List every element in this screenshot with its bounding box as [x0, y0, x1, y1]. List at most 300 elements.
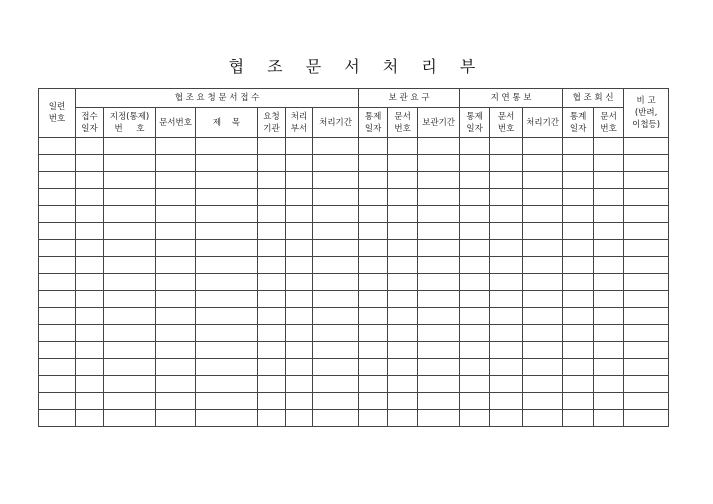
table-cell[interactable]: [594, 342, 624, 359]
table-cell[interactable]: [594, 172, 624, 189]
table-cell[interactable]: [388, 291, 418, 308]
table-cell[interactable]: [460, 410, 490, 427]
table-cell[interactable]: [39, 206, 76, 223]
table-cell[interactable]: [388, 308, 418, 325]
table-cell[interactable]: [196, 138, 258, 155]
table-cell[interactable]: [104, 308, 156, 325]
table-cell[interactable]: [563, 274, 594, 291]
table-cell[interactable]: [388, 274, 418, 291]
table-cell[interactable]: [313, 325, 359, 342]
table-cell[interactable]: [76, 308, 104, 325]
table-cell[interactable]: [286, 291, 313, 308]
table-cell[interactable]: [523, 257, 563, 274]
table-cell[interactable]: [286, 206, 313, 223]
table-cell[interactable]: [418, 325, 460, 342]
table-cell[interactable]: [624, 342, 669, 359]
table-cell[interactable]: [313, 138, 359, 155]
table-cell[interactable]: [359, 257, 388, 274]
table-cell[interactable]: [563, 342, 594, 359]
reply-notice-date-line1: 통계: [569, 111, 587, 122]
table-cell[interactable]: [313, 223, 359, 240]
table-cell[interactable]: [156, 308, 196, 325]
table-cell[interactable]: [563, 172, 594, 189]
table-cell[interactable]: [460, 189, 490, 206]
table-cell[interactable]: [388, 410, 418, 427]
table-cell[interactable]: [39, 189, 76, 206]
table-cell[interactable]: [156, 155, 196, 172]
table-cell[interactable]: [490, 376, 523, 393]
table-cell[interactable]: [286, 257, 313, 274]
table-cell[interactable]: [156, 240, 196, 257]
table-cell[interactable]: [76, 393, 104, 410]
table-cell[interactable]: [594, 291, 624, 308]
table-cell[interactable]: [39, 342, 76, 359]
table-cell[interactable]: [563, 410, 594, 427]
table-cell[interactable]: [359, 359, 388, 376]
table-cell[interactable]: [359, 410, 388, 427]
table-cell[interactable]: [594, 240, 624, 257]
table-cell[interactable]: [460, 206, 490, 223]
table-cell[interactable]: [563, 291, 594, 308]
table-cell[interactable]: [196, 359, 258, 376]
table-cell[interactable]: [624, 223, 669, 240]
table-cell[interactable]: [490, 325, 523, 342]
table-cell[interactable]: [76, 138, 104, 155]
table-cell[interactable]: [490, 138, 523, 155]
table-cell[interactable]: [359, 172, 388, 189]
table-row: [39, 240, 669, 257]
table-cell[interactable]: [418, 393, 460, 410]
table-cell[interactable]: [460, 393, 490, 410]
table-cell[interactable]: [418, 155, 460, 172]
table-cell[interactable]: [76, 189, 104, 206]
table-cell[interactable]: [313, 410, 359, 427]
table-cell[interactable]: [196, 206, 258, 223]
table-cell[interactable]: [523, 291, 563, 308]
table-cell[interactable]: [624, 155, 669, 172]
table-cell[interactable]: [594, 274, 624, 291]
table-cell[interactable]: [104, 325, 156, 342]
table-cell[interactable]: [418, 240, 460, 257]
table-cell[interactable]: [196, 172, 258, 189]
table-cell[interactable]: [313, 240, 359, 257]
table-cell[interactable]: [156, 172, 196, 189]
table-cell[interactable]: [104, 257, 156, 274]
table-cell[interactable]: [563, 155, 594, 172]
table-cell[interactable]: [490, 308, 523, 325]
table-cell[interactable]: [460, 376, 490, 393]
table-cell[interactable]: [388, 359, 418, 376]
table-cell[interactable]: [418, 342, 460, 359]
table-cell[interactable]: [76, 376, 104, 393]
table-cell[interactable]: [359, 138, 388, 155]
table-cell[interactable]: [594, 155, 624, 172]
table-cell[interactable]: [313, 308, 359, 325]
table-cell[interactable]: [460, 240, 490, 257]
table-cell[interactable]: [594, 206, 624, 223]
table-cell[interactable]: [418, 308, 460, 325]
table-cell[interactable]: [460, 138, 490, 155]
table-cell[interactable]: [156, 376, 196, 393]
table-cell[interactable]: [156, 223, 196, 240]
table-cell[interactable]: [286, 410, 313, 427]
table-cell[interactable]: [286, 393, 313, 410]
table-cell[interactable]: [39, 308, 76, 325]
table-cell[interactable]: [523, 138, 563, 155]
table-cell[interactable]: [258, 342, 286, 359]
table-cell[interactable]: [624, 359, 669, 376]
table-cell[interactable]: [490, 257, 523, 274]
table-cell[interactable]: [313, 274, 359, 291]
table-cell[interactable]: [104, 206, 156, 223]
table-cell[interactable]: [594, 308, 624, 325]
table-cell[interactable]: [313, 257, 359, 274]
table-cell[interactable]: [196, 257, 258, 274]
table-cell[interactable]: [104, 376, 156, 393]
table-cell[interactable]: [76, 155, 104, 172]
table-cell[interactable]: [76, 410, 104, 427]
table-cell[interactable]: [490, 223, 523, 240]
table-cell[interactable]: [258, 138, 286, 155]
table-cell[interactable]: [258, 240, 286, 257]
table-cell[interactable]: [460, 342, 490, 359]
table-cell[interactable]: [460, 308, 490, 325]
table-cell[interactable]: [523, 155, 563, 172]
table-cell[interactable]: [286, 376, 313, 393]
table-cell[interactable]: [418, 138, 460, 155]
table-cell[interactable]: [313, 291, 359, 308]
table-cell[interactable]: [286, 138, 313, 155]
table-cell[interactable]: [258, 206, 286, 223]
table-cell[interactable]: [563, 325, 594, 342]
table-cell[interactable]: [460, 155, 490, 172]
table-cell[interactable]: [563, 206, 594, 223]
table-cell[interactable]: [624, 189, 669, 206]
table-cell[interactable]: [523, 240, 563, 257]
table-cell[interactable]: [258, 291, 286, 308]
serial-header-line1: 일련: [48, 102, 66, 112]
table-cell[interactable]: [359, 189, 388, 206]
table-cell[interactable]: [76, 240, 104, 257]
table-cell[interactable]: [196, 308, 258, 325]
table-cell[interactable]: [313, 393, 359, 410]
table-cell[interactable]: [286, 342, 313, 359]
table-cell[interactable]: [39, 291, 76, 308]
table-cell[interactable]: [313, 189, 359, 206]
table-cell[interactable]: [460, 325, 490, 342]
table-cell[interactable]: [258, 155, 286, 172]
table-cell[interactable]: [286, 359, 313, 376]
table-cell[interactable]: [359, 206, 388, 223]
table-row: [39, 206, 669, 223]
designated-number-line2: 번 호: [114, 123, 145, 134]
table-cell[interactable]: [523, 189, 563, 206]
table-row: [39, 393, 669, 410]
table-cell[interactable]: [388, 376, 418, 393]
table-cell[interactable]: [156, 410, 196, 427]
table-cell[interactable]: [418, 376, 460, 393]
table-cell[interactable]: [156, 138, 196, 155]
table-cell[interactable]: [563, 393, 594, 410]
table-cell[interactable]: [76, 342, 104, 359]
table-cell[interactable]: [594, 189, 624, 206]
table-cell[interactable]: [490, 274, 523, 291]
table-cell[interactable]: [490, 410, 523, 427]
table-cell[interactable]: [156, 189, 196, 206]
table-cell[interactable]: [104, 274, 156, 291]
table-cell[interactable]: [624, 393, 669, 410]
table-cell[interactable]: [523, 223, 563, 240]
table-cell[interactable]: [104, 342, 156, 359]
table-cell[interactable]: [624, 206, 669, 223]
table-cell[interactable]: [286, 240, 313, 257]
table-cell[interactable]: [594, 138, 624, 155]
table-cell[interactable]: [196, 342, 258, 359]
table-cell[interactable]: [76, 274, 104, 291]
table-cell[interactable]: [156, 291, 196, 308]
table-cell[interactable]: [523, 410, 563, 427]
table-cell[interactable]: [39, 257, 76, 274]
table-cell[interactable]: [359, 291, 388, 308]
table-cell[interactable]: [76, 325, 104, 342]
table-cell[interactable]: [156, 206, 196, 223]
table-cell[interactable]: [563, 189, 594, 206]
table-cell[interactable]: [563, 138, 594, 155]
table-cell[interactable]: [523, 308, 563, 325]
table-cell[interactable]: [388, 172, 418, 189]
requesting-agency-line1: 요청: [263, 111, 280, 122]
table-cell[interactable]: [196, 393, 258, 410]
table-cell[interactable]: [624, 257, 669, 274]
table-cell[interactable]: [286, 172, 313, 189]
table-cell[interactable]: [460, 274, 490, 291]
table-cell[interactable]: [490, 155, 523, 172]
table-cell[interactable]: [388, 138, 418, 155]
table-cell[interactable]: [388, 223, 418, 240]
table-cell[interactable]: [388, 393, 418, 410]
table-cell[interactable]: [624, 308, 669, 325]
table-cell[interactable]: [624, 291, 669, 308]
table-cell[interactable]: [313, 342, 359, 359]
table-cell[interactable]: [523, 342, 563, 359]
table-cell[interactable]: [286, 325, 313, 342]
table-cell[interactable]: [258, 410, 286, 427]
table-cell[interactable]: [624, 325, 669, 342]
table-cell[interactable]: [39, 138, 76, 155]
table-cell[interactable]: [418, 223, 460, 240]
table-cell[interactable]: [624, 376, 669, 393]
table-cell[interactable]: [359, 325, 388, 342]
table-cell[interactable]: [490, 240, 523, 257]
table-cell[interactable]: [359, 342, 388, 359]
table-cell[interactable]: [460, 172, 490, 189]
table-cell[interactable]: [523, 206, 563, 223]
table-cell[interactable]: [258, 359, 286, 376]
table-cell[interactable]: [156, 257, 196, 274]
table-cell[interactable]: [196, 376, 258, 393]
table-cell[interactable]: [563, 223, 594, 240]
table-cell[interactable]: [104, 410, 156, 427]
table-cell[interactable]: [313, 359, 359, 376]
table-cell[interactable]: [258, 223, 286, 240]
table-cell[interactable]: [523, 376, 563, 393]
table-cell[interactable]: [594, 393, 624, 410]
table-cell[interactable]: [104, 240, 156, 257]
table-cell[interactable]: [196, 155, 258, 172]
table-cell[interactable]: [460, 291, 490, 308]
table-cell[interactable]: [460, 257, 490, 274]
table-cell[interactable]: [359, 376, 388, 393]
table-cell[interactable]: [286, 189, 313, 206]
table-cell[interactable]: [388, 206, 418, 223]
table-cell[interactable]: [104, 291, 156, 308]
table-cell[interactable]: [286, 155, 313, 172]
table-cell[interactable]: [39, 393, 76, 410]
table-cell[interactable]: [104, 359, 156, 376]
table-cell[interactable]: [196, 410, 258, 427]
table-cell[interactable]: [104, 155, 156, 172]
table-cell[interactable]: [76, 257, 104, 274]
table-cell[interactable]: [359, 308, 388, 325]
table-cell[interactable]: [258, 257, 286, 274]
table-cell[interactable]: [359, 274, 388, 291]
designated-number-line1: 지정(통제): [109, 111, 150, 122]
table-cell[interactable]: [490, 189, 523, 206]
table-cell[interactable]: [388, 155, 418, 172]
table-cell[interactable]: [76, 359, 104, 376]
table-cell[interactable]: [104, 138, 156, 155]
table-cell[interactable]: [418, 206, 460, 223]
table-cell[interactable]: [104, 393, 156, 410]
table-cell[interactable]: [286, 308, 313, 325]
table-cell[interactable]: [563, 376, 594, 393]
table-cell[interactable]: [359, 155, 388, 172]
table-cell[interactable]: [594, 376, 624, 393]
table-cell[interactable]: [104, 172, 156, 189]
table-cell[interactable]: [313, 172, 359, 189]
table-cell[interactable]: [39, 274, 76, 291]
table-cell[interactable]: [258, 308, 286, 325]
table-cell[interactable]: [359, 240, 388, 257]
table-cell[interactable]: [258, 325, 286, 342]
table-cell[interactable]: [258, 376, 286, 393]
table-cell[interactable]: [359, 223, 388, 240]
table-cell[interactable]: [39, 172, 76, 189]
table-cell[interactable]: [258, 189, 286, 206]
table-cell[interactable]: [258, 172, 286, 189]
table-cell[interactable]: [563, 257, 594, 274]
table-cell[interactable]: [490, 342, 523, 359]
table-cell[interactable]: [39, 223, 76, 240]
table-cell[interactable]: [624, 410, 669, 427]
table-cell[interactable]: [490, 172, 523, 189]
table-cell[interactable]: [490, 359, 523, 376]
table-cell[interactable]: [39, 240, 76, 257]
table-cell[interactable]: [418, 410, 460, 427]
table-cell[interactable]: [624, 240, 669, 257]
table-cell[interactable]: [624, 274, 669, 291]
table-cell[interactable]: [624, 138, 669, 155]
table-cell[interactable]: [196, 274, 258, 291]
table-cell[interactable]: [523, 325, 563, 342]
table-cell[interactable]: [594, 257, 624, 274]
table-cell[interactable]: [418, 257, 460, 274]
table-cell[interactable]: [624, 172, 669, 189]
table-cell[interactable]: [594, 325, 624, 342]
table-cell[interactable]: [359, 393, 388, 410]
table-cell[interactable]: [196, 189, 258, 206]
table-cell[interactable]: [196, 291, 258, 308]
table-cell[interactable]: [286, 223, 313, 240]
table-cell[interactable]: [523, 274, 563, 291]
table-cell[interactable]: [418, 274, 460, 291]
table-cell[interactable]: [523, 172, 563, 189]
table-cell[interactable]: [286, 274, 313, 291]
table-cell[interactable]: [490, 393, 523, 410]
table-cell[interactable]: [594, 410, 624, 427]
table-cell[interactable]: [563, 308, 594, 325]
table-cell[interactable]: [39, 359, 76, 376]
table-cell[interactable]: [156, 274, 196, 291]
table-cell[interactable]: [76, 172, 104, 189]
table-cell[interactable]: [563, 240, 594, 257]
table-cell[interactable]: [418, 189, 460, 206]
table-cell[interactable]: [563, 359, 594, 376]
table-cell[interactable]: [156, 342, 196, 359]
table-cell[interactable]: [594, 223, 624, 240]
table-cell[interactable]: [313, 376, 359, 393]
table-cell[interactable]: [388, 240, 418, 257]
table-row: [39, 308, 669, 325]
table-cell[interactable]: [258, 393, 286, 410]
table-cell[interactable]: [39, 376, 76, 393]
table-cell[interactable]: [196, 223, 258, 240]
table-cell[interactable]: [594, 359, 624, 376]
table-cell[interactable]: [523, 359, 563, 376]
table-cell[interactable]: [104, 189, 156, 206]
table-cell[interactable]: [313, 206, 359, 223]
table-cell[interactable]: [418, 291, 460, 308]
table-cell[interactable]: [104, 223, 156, 240]
table-cell[interactable]: [418, 172, 460, 189]
table-cell[interactable]: [388, 189, 418, 206]
table-cell[interactable]: [76, 206, 104, 223]
table-cell[interactable]: [388, 325, 418, 342]
table-cell[interactable]: [39, 155, 76, 172]
table-cell[interactable]: [156, 325, 196, 342]
table-cell[interactable]: [76, 223, 104, 240]
table-cell[interactable]: [39, 325, 76, 342]
table-cell[interactable]: [196, 240, 258, 257]
table-cell[interactable]: [156, 393, 196, 410]
table-cell[interactable]: [490, 206, 523, 223]
table-cell[interactable]: [196, 325, 258, 342]
table-cell[interactable]: [418, 359, 460, 376]
ledger-body: [39, 138, 669, 427]
table-cell[interactable]: [156, 359, 196, 376]
table-cell[interactable]: [258, 274, 286, 291]
table-cell[interactable]: [313, 155, 359, 172]
table-row: [39, 410, 669, 427]
table-cell[interactable]: [460, 359, 490, 376]
table-cell[interactable]: [523, 393, 563, 410]
table-cell[interactable]: [460, 223, 490, 240]
table-cell[interactable]: [388, 342, 418, 359]
table-cell[interactable]: [388, 257, 418, 274]
table-cell[interactable]: [490, 291, 523, 308]
table-cell[interactable]: [39, 410, 76, 427]
table-cell[interactable]: [76, 291, 104, 308]
